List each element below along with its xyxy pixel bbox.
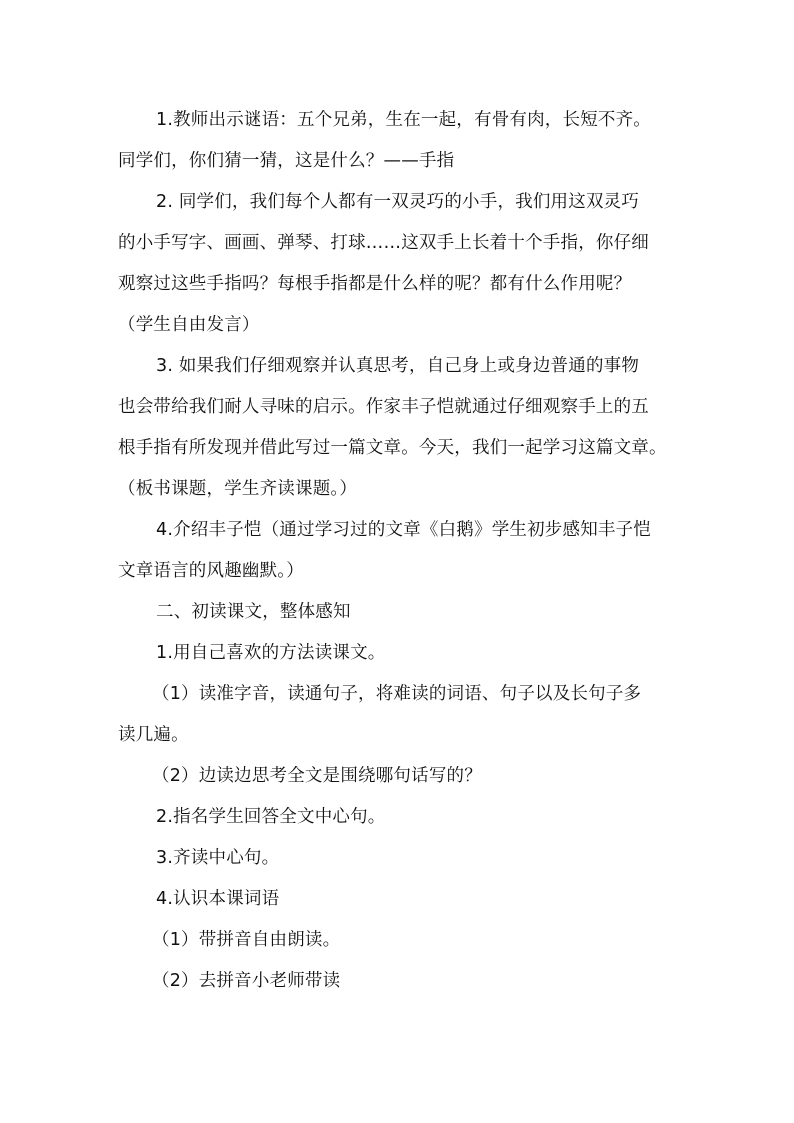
section-heading-first-reading: 二、初读课文，整体感知 [156,602,351,622]
substep-pronunciation: （1）读准字音，读通句子，将难读的词语、句子以及长句子多 [152,684,642,704]
document-body [118,102,688,1004]
paragraph-author: 4.介绍丰子恺（通过学习过的文章《白鹅》学生初步感知丰子恺 [156,520,651,540]
paragraph-riddle-cont: 同学们，你们猜一猜，这是什么？——手指 [118,151,455,171]
paragraph-hands-cont-1: 的小手写字、画画、弹琴、打球……这双手上长着十个手指，你仔细 [118,233,649,253]
step-read-central: 3.齐读中心句。 [156,848,280,868]
paragraph-riddle: 1.教师出示谜语：五个兄弟，生在一起，有骨有肉，长短不齐。 [156,110,651,130]
paragraph-observe: 3. 如果我们仔细观察并认真思考，自己身上或身边普通的事物 [156,356,640,376]
step-read-text: 1.用自己喜欢的方法读课文。 [156,643,386,663]
paragraph-hands: 2. 同学们，我们每个人都有一双灵巧的小手，我们用这双灵巧 [156,192,640,212]
substep-think: （2）边读边思考全文是围绕哪句话写的？ [152,766,482,786]
paragraph-observe-cont-3: （板书课题，学生齐读课题。） [118,479,358,499]
paragraph-hands-cont-3: （学生自由发言） [118,315,260,335]
step-vocabulary: 4.认识本课词语 [156,889,280,909]
substep-lead-read: （2）去拼音小老师带读 [152,971,341,991]
substep-pronunciation-cont: 读几遍。 [118,725,189,745]
paragraph-observe-cont-2: 根手指有所发现并借此写过一篇文章。今天，我们一起学习这篇文章。 [118,438,667,458]
paragraph-hands-cont-2: 观察过这些手指吗？每根手指都是什么样的呢？都有什么作用呢？ [118,274,632,294]
paragraph-author-cont: 文章语言的风趣幽默。） [118,561,304,581]
paragraph-observe-cont-1: 也会带给我们耐人寻味的启示。作家丰子恺就通过仔细观察手上的五 [118,397,649,417]
step-answer-central: 2.指名学生回答全文中心句。 [156,807,386,827]
substep-pinyin-read: （1）带拼音自由朗读。 [152,930,341,950]
